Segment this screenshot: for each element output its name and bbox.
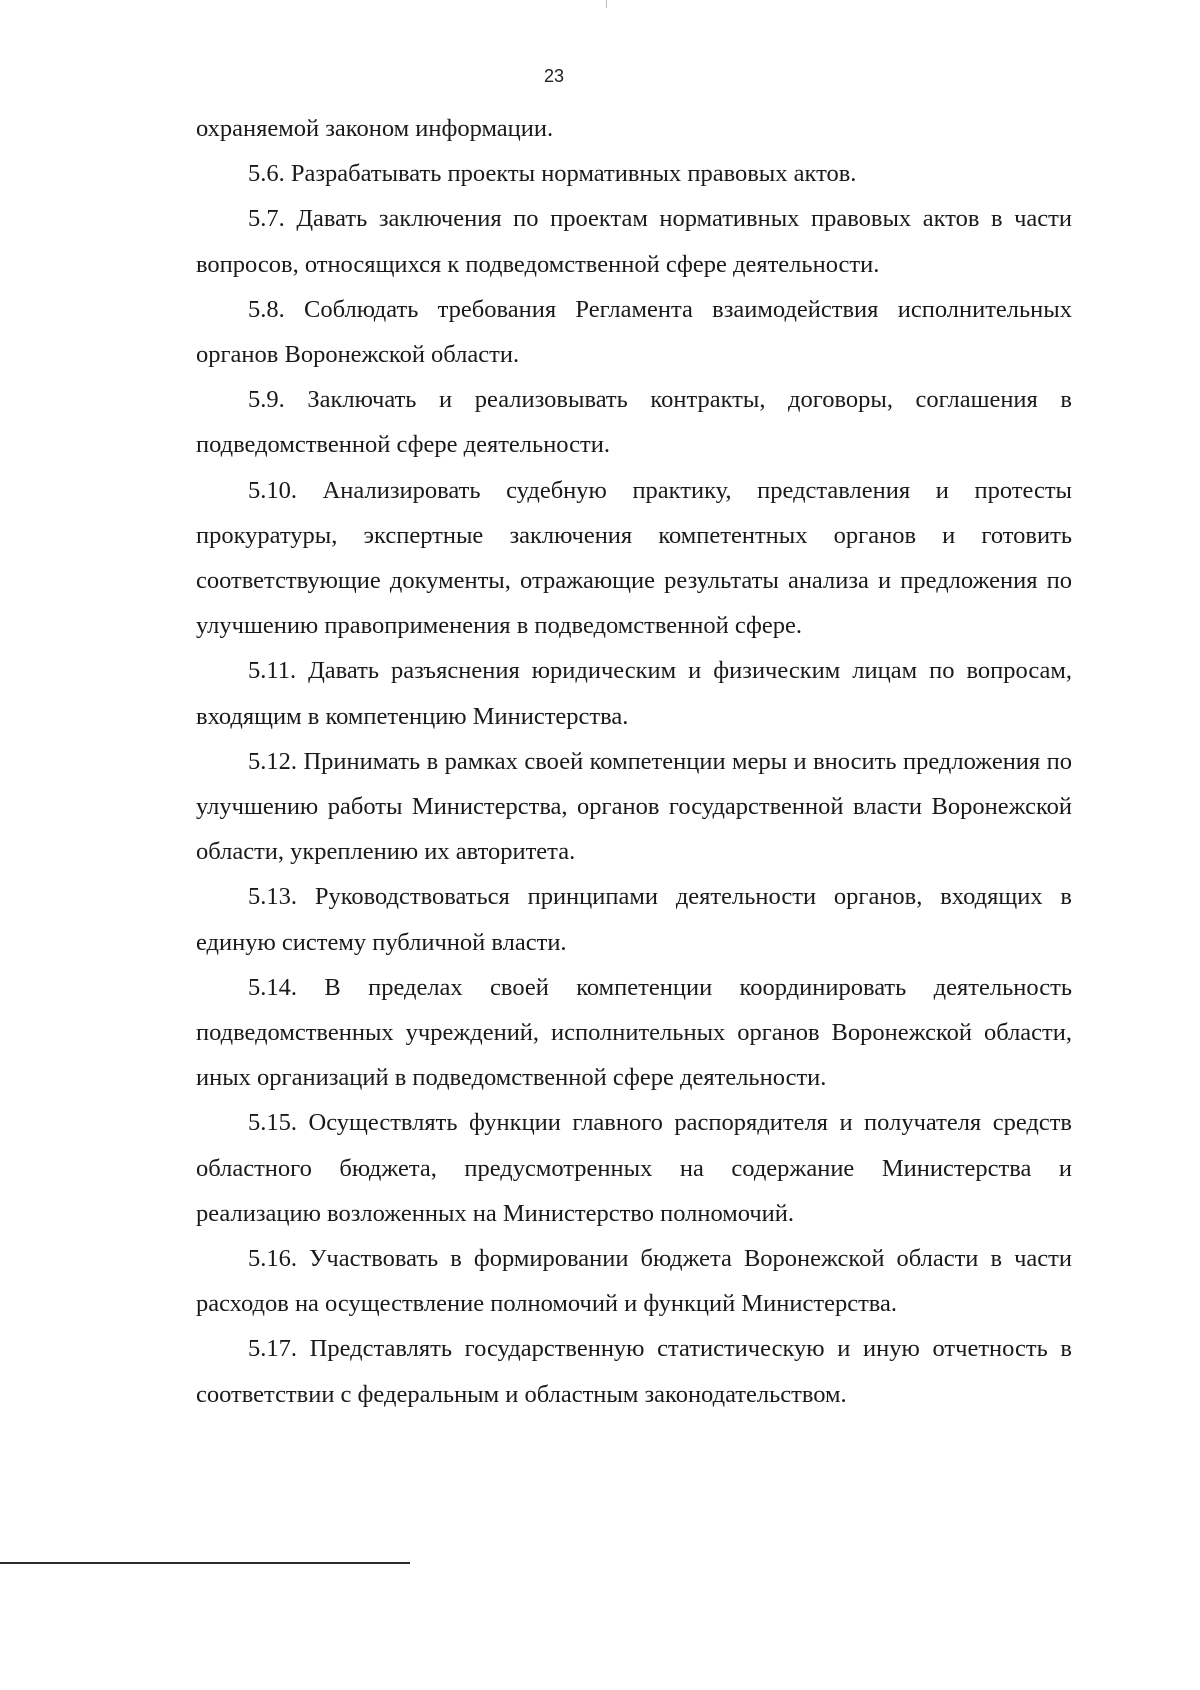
clause-5-16: 5.16. Участвовать в формировании бюджета Воронежской области в части расходов на осуществление полномочий и функций Министерства.	[196, 1245, 1072, 1318]
clause-5-12: 5.12. Принимать в рамках своей компетенции меры и вносить предложения по улучшению работы Министерства, органов государственной власти Воронежской области, укреплению их авторитета.	[196, 747, 1072, 866]
clause-5-14: 5.14. В пределах своей компетенции координировать деятельность подведомственных учреждений, исполнительных органов Воронежской области, иных организаций в подведомственной сфере деятельности.	[196, 973, 1072, 1092]
scan-artifact-mark	[606, 0, 607, 8]
clause-5-7: 5.7. Давать заключения по проектам нормативных правовых актов в части вопросов, относящихся к подведомственной сфере деятельности.	[196, 205, 1072, 278]
clause-5-8: 5.8. Соблюдать требования Регламента взаимодействия исполнительных органов Воронежской области.	[196, 295, 1072, 369]
clause-5-10: 5.10. Анализировать судебную практику, представления и протесты прокуратуры, экспертные заключения компетентных органов и готовить соответствующие документы, отражающие результаты анализа и предложения по улучшению правоприменения в подведомственной сфере.	[196, 476, 1072, 640]
clause-5-13: 5.13. Руководствоваться принципами деятельности органов, входящих в единую систему публичной власти.	[196, 883, 1072, 956]
clause-5-17: 5.17. Представлять государственную статистическую и иную отчетность в соответствии с федеральным и областным законодательством.	[196, 1335, 1072, 1408]
page-number: 23	[543, 66, 565, 86]
clause-5-15: 5.15. Осуществлять функции главного распорядителя и получателя средств областного бюджета, предусмотренных на содержание Министерства и реализацию возложенных на Министерство полномочий.	[196, 1109, 1072, 1227]
document-body	[196, 106, 1072, 1417]
paragraph-continuation: охраняемой законом информации.	[196, 115, 554, 142]
footnote-separator-line	[0, 1562, 410, 1564]
clause-5-11: 5.11. Давать разъяснения юридическим и физическим лицам по вопросам, входящим в компетенцию Министерства.	[196, 657, 1072, 730]
clause-5-9: 5.9. Заключать и реализовывать контракты, договоры, соглашения в подведомственной сфере деятельности.	[196, 386, 1072, 459]
clause-5-6: 5.6. Разрабатывать проекты нормативных правовых актов.	[248, 160, 857, 188]
